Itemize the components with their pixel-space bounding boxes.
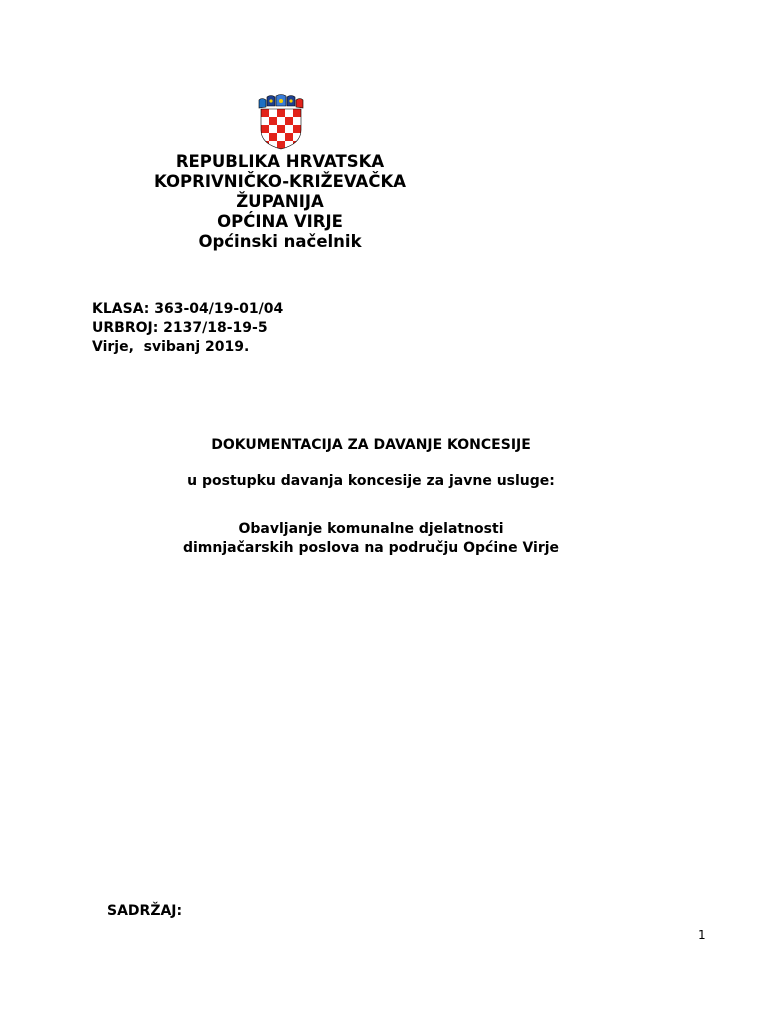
- checker-square: [285, 133, 293, 141]
- document-title: DOKUMENTACIJA ZA DAVANJE KONCESIJE: [211, 437, 531, 453]
- checker-square: [285, 125, 293, 133]
- checker-square: [269, 125, 277, 133]
- subject-line-2: dimnjačarskih poslova na području Općine Virje: [182, 540, 560, 556]
- checker-square: [269, 133, 277, 141]
- document-subject: [0, 520, 756, 558]
- checker-square: [261, 125, 269, 133]
- checker-square: [269, 109, 277, 117]
- page-number: 1: [698, 928, 706, 942]
- checker-square: [261, 109, 269, 117]
- checker-square: [269, 117, 277, 125]
- checker-square: [293, 117, 301, 125]
- croatian-coat-of-arms-icon: [256, 94, 306, 150]
- checker-square: [285, 109, 293, 117]
- checker-square: [293, 125, 301, 133]
- document-subtitle: u postupku davanja koncesije za javne usluge:: [187, 473, 555, 489]
- checker-square: [277, 125, 285, 133]
- header-office: Općinski načelnik: [198, 232, 362, 251]
- checker-square: [293, 109, 301, 117]
- checker-square: [285, 117, 293, 125]
- header-country: REPUBLIKA HRVATSKA: [175, 152, 385, 171]
- urbroj-line: URBROJ: 2137/18-19-5: [92, 320, 268, 336]
- subject-line-1: Obavljanje komunalne djelatnosti: [238, 521, 504, 537]
- header-county: KOPRIVNIČKO-KRIŽEVAČKA: [153, 172, 406, 191]
- checker-square: [277, 117, 285, 125]
- crown: [259, 95, 303, 109]
- checker-square: [277, 133, 285, 141]
- checker-square: [261, 141, 269, 149]
- document-meta: [92, 300, 283, 357]
- checker-square: [293, 141, 301, 149]
- header-county-suffix: ŽUPANIJA: [236, 192, 324, 211]
- checker-square: [261, 117, 269, 125]
- checker-square: [277, 109, 285, 117]
- table-of-contents-label: SADRŽAJ:: [107, 903, 183, 919]
- header-municipality: OPĆINA VIRJE: [217, 212, 343, 231]
- place-date-line: Virje, svibanj 2019.: [92, 339, 250, 355]
- issuer-header: [130, 152, 430, 252]
- checker-square: [277, 141, 285, 149]
- klasa-line: KLASA: 363-04/19-01/04: [92, 301, 284, 317]
